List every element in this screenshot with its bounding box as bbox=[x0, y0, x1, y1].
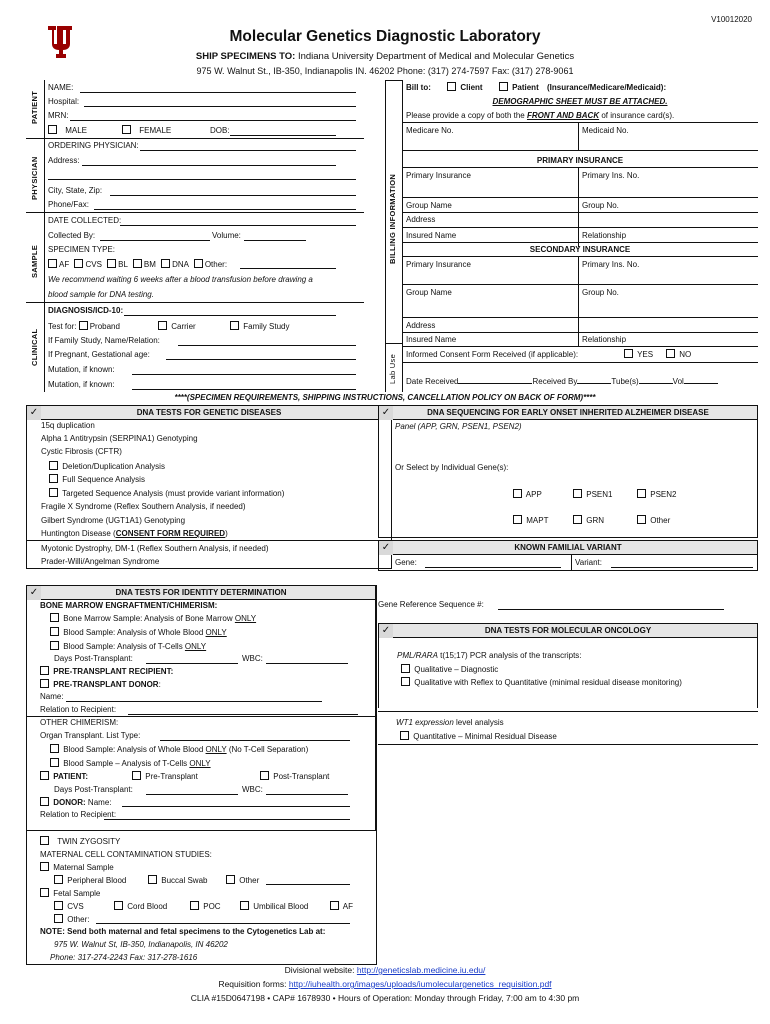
mutation-label: Mutation, if known: bbox=[48, 365, 115, 374]
family-study-label: If Family Study, Name/Relation: bbox=[48, 336, 160, 345]
secondary-ins-no-label: Primary Ins. No. bbox=[582, 260, 640, 269]
medicare-label: Medicare No. bbox=[406, 126, 454, 135]
alz-or-select: Or Select by Individual Gene(s): bbox=[395, 463, 509, 472]
donor-name-label: Name: bbox=[40, 692, 64, 701]
demographic-notice: DEMOGRAPHIC SHEET MUST BE ATTACHED. bbox=[492, 97, 668, 106]
other-specimen-checkbox[interactable] bbox=[194, 259, 203, 268]
test-15q[interactable]: 15q duplication bbox=[41, 421, 95, 430]
physician-address-field-2[interactable] bbox=[48, 179, 356, 180]
male-checkbox[interactable] bbox=[48, 125, 57, 134]
section-billing: BILLING INFORMATION bbox=[388, 173, 397, 264]
alzheimer-header: DNA SEQUENCING FOR EARLY ONSET INHERITED ALZHEIMER DISEASE bbox=[379, 406, 757, 420]
wbc-2-field[interactable] bbox=[266, 794, 348, 795]
insurance-copy-note: Please provide a copy of both the FRONT AND BACK of insurance card(s). bbox=[406, 111, 675, 120]
fetal-other-field[interactable] bbox=[96, 923, 350, 924]
gene-label: Gene: bbox=[395, 558, 417, 567]
gestational-age-field[interactable] bbox=[166, 359, 356, 360]
carrier-checkbox[interactable] bbox=[158, 321, 167, 330]
fetal-other-checkbox[interactable] bbox=[54, 914, 63, 923]
mrn-field[interactable] bbox=[70, 120, 356, 121]
diagnosis-label: DIAGNOSIS/ICD-10: bbox=[48, 306, 124, 315]
hospital-field[interactable] bbox=[84, 106, 356, 107]
umbilical-blood-checkbox[interactable] bbox=[240, 901, 249, 910]
consent-no-checkbox[interactable] bbox=[666, 349, 675, 358]
cf-deldup-checkbox[interactable] bbox=[49, 461, 58, 470]
bm-whole-blood-checkbox[interactable] bbox=[50, 627, 59, 636]
collected-by-label: Collected By: bbox=[48, 231, 96, 240]
divisional-website: Divisional website: http://geneticslab.medicine.iu.edu/ bbox=[284, 965, 486, 975]
requirements-banner: ****(SPECIMEN REQUIREMENTS, SHIPPING INSTRUCTIONS, CANCELLATION POLICY ON BACK OF FORM)**** bbox=[174, 393, 596, 402]
gene-reference-label: Gene Reference Sequence #: bbox=[378, 600, 484, 609]
divisional-link[interactable]: http://geneticslab.medicine.iu.edu/ bbox=[356, 965, 486, 975]
alz-panel[interactable]: Panel (APP, GRN, PSEN1, PSEN2) bbox=[395, 422, 522, 431]
cf-targeted-checkbox[interactable] bbox=[49, 488, 58, 497]
test-prader-willi[interactable]: Prader-Willi/Angelman Syndrome bbox=[41, 557, 160, 566]
test-huntington: Huntington Disease (CONSENT FORM REQUIRED) bbox=[41, 529, 228, 538]
transfusion-note: We recommend waiting 6 weeks after a blood transfusion before drawing a bbox=[48, 275, 313, 284]
bm-engraftment-label: BONE MARROW ENGRAFTMENT/CHIMERISM: bbox=[40, 601, 218, 610]
group-no-label: Group No. bbox=[582, 201, 619, 210]
fetal-af-checkbox[interactable] bbox=[330, 901, 339, 910]
primary-insurance-label: Primary Insurance bbox=[406, 171, 471, 180]
buccal-swab-checkbox[interactable] bbox=[148, 875, 157, 884]
alzheimer-check-icon: ✓ bbox=[379, 406, 393, 420]
genetic-section-check-icon: ✓ bbox=[27, 406, 41, 420]
requisition-forms: Requisition forms: http://iuhealth.org/images/uploads/iumoleculargenetics_requisition.pdf bbox=[218, 979, 552, 989]
oc-donor-checkbox[interactable] bbox=[40, 797, 49, 806]
vol-label: Vol bbox=[672, 377, 684, 386]
identity-check-icon: ✓ bbox=[27, 586, 41, 600]
date-received-field[interactable] bbox=[458, 376, 532, 384]
phone-field[interactable] bbox=[94, 209, 356, 210]
cf-full-checkbox[interactable] bbox=[49, 474, 58, 483]
maternal-sample-checkbox[interactable] bbox=[40, 862, 49, 871]
received-by-field[interactable] bbox=[577, 376, 611, 384]
familial-variant-header: KNOWN FAMILIAL VARIANT bbox=[379, 541, 757, 555]
gene-grn-checkbox[interactable] bbox=[573, 515, 582, 524]
ship-to: SHIP SPECIMENS TO: Indiana University Department of Medical and Molecular Genetics bbox=[195, 51, 575, 62]
volume-label: Volume: bbox=[212, 231, 241, 240]
dob-field[interactable] bbox=[230, 135, 336, 136]
familial-check-icon: ✓ bbox=[379, 541, 393, 555]
gene-psen1-checkbox[interactable] bbox=[573, 489, 582, 498]
oc-posttransplant-checkbox[interactable] bbox=[260, 771, 269, 780]
bill-patient-checkbox[interactable] bbox=[499, 82, 508, 91]
bill-client-checkbox[interactable] bbox=[447, 82, 456, 91]
gene-field[interactable] bbox=[425, 567, 561, 568]
cord-blood-checkbox[interactable] bbox=[114, 901, 123, 910]
city-field[interactable] bbox=[110, 195, 356, 196]
date-collected-label: DATE COLLECTED: bbox=[48, 216, 122, 225]
maternal-other-checkbox[interactable] bbox=[226, 875, 235, 884]
variant-field[interactable] bbox=[611, 567, 753, 568]
genetic-diseases-header: DNA TESTS FOR GENETIC DISEASES bbox=[27, 406, 391, 420]
secondary-insurance-header: SECONDARY INSURANCE bbox=[529, 245, 631, 254]
mutation-field-2[interactable] bbox=[132, 389, 356, 390]
pml-reflex-checkbox[interactable] bbox=[401, 677, 410, 686]
consent-yes-checkbox[interactable] bbox=[624, 349, 633, 358]
family-study-field[interactable] bbox=[178, 345, 356, 346]
other-chimerism-label: OTHER CHIMERISM: bbox=[40, 718, 119, 727]
oncology-header: DNA TESTS FOR MOLECULAR ONCOLOGY bbox=[379, 624, 757, 638]
physician-address-label: Address: bbox=[48, 156, 80, 165]
primary-ins-no-label: Primary Ins. No. bbox=[582, 171, 640, 180]
pml-qualitative-checkbox[interactable] bbox=[401, 664, 410, 673]
oc-tcells-checkbox[interactable] bbox=[50, 758, 59, 767]
test-gilbert[interactable]: Gilbert Syndrome (UGT1A1) Genotyping bbox=[41, 516, 186, 525]
wt1-quantitative-checkbox[interactable] bbox=[400, 731, 409, 740]
poc-checkbox[interactable] bbox=[190, 901, 199, 910]
medicaid-label: Medicaid No. bbox=[582, 126, 629, 135]
gene-app-checkbox[interactable] bbox=[513, 489, 522, 498]
oc-whole-blood-checkbox[interactable] bbox=[50, 744, 59, 753]
section-sample: SAMPLE bbox=[30, 244, 39, 278]
mutation-field[interactable] bbox=[132, 374, 356, 375]
mcc-label: MATERNAL CELL CONTAMINATION STUDIES: bbox=[40, 850, 212, 859]
wbc-field[interactable] bbox=[266, 663, 348, 664]
page-title: Molecular Genetics Diagnostic Laboratory bbox=[229, 28, 541, 45]
dob-label: DOB: bbox=[210, 126, 230, 135]
days-post-2-field[interactable] bbox=[146, 794, 238, 795]
patient-name-label: NAME: bbox=[48, 83, 74, 92]
oncology-check-icon: ✓ bbox=[379, 624, 393, 638]
ordering-physician-field[interactable] bbox=[140, 150, 356, 151]
organ-transplant-label: Organ Transplant. List Type: bbox=[40, 731, 141, 740]
address-label: Address bbox=[406, 215, 436, 224]
test-cf[interactable]: Cystic Fibrosis (CFTR) bbox=[41, 447, 122, 456]
identity-header: DNA TESTS FOR IDENTITY DETERMINATION bbox=[27, 586, 375, 600]
organ-type-field[interactable] bbox=[160, 740, 350, 741]
ordering-physician-label: ORDERING PHYSICIAN: bbox=[48, 141, 139, 150]
proband-checkbox[interactable] bbox=[79, 321, 88, 330]
bl-checkbox[interactable] bbox=[107, 259, 116, 268]
patient-name-field[interactable] bbox=[80, 92, 356, 93]
days-post-label: Days Post-Transplant: bbox=[54, 654, 133, 663]
variant-label: Variant: bbox=[575, 558, 602, 567]
test-fragile-x[interactable]: Fragile X Syndrome (Reflex Southern Analysis, if needed) bbox=[41, 502, 246, 511]
mrn-label: MRN: bbox=[48, 111, 69, 120]
group-name-2-label: Group Name bbox=[406, 288, 452, 297]
cytogenetics-phone: Phone: 317-274-2243 Fax: 317-278-1616 bbox=[50, 953, 198, 962]
days-post-field[interactable] bbox=[146, 663, 238, 664]
dna-checkbox[interactable] bbox=[161, 259, 170, 268]
date-collected-field[interactable] bbox=[120, 225, 356, 226]
wbc-2-label: WBC: bbox=[242, 785, 263, 794]
secondary-insurance-label: Primary Insurance bbox=[406, 260, 471, 269]
requisition-link[interactable]: http://iuhealth.org/images/uploads/iumoleculargenetics_requisition.pdf bbox=[288, 979, 552, 989]
tubes-field[interactable] bbox=[639, 376, 673, 384]
section-patient: PATIENT bbox=[30, 90, 39, 124]
bm-tcells-checkbox[interactable] bbox=[50, 641, 59, 650]
group-name-label: Group Name bbox=[406, 201, 452, 210]
fetal-sample-checkbox[interactable] bbox=[40, 888, 49, 897]
pregnant-label: If Pregnant, Gestational age: bbox=[48, 350, 150, 359]
test-alpha1[interactable]: Alpha 1 Antitrypsin (SERPINA1) Genotyping bbox=[41, 434, 198, 443]
bm-bone-marrow-checkbox[interactable] bbox=[50, 613, 59, 622]
gene-psen2-checkbox[interactable] bbox=[637, 489, 646, 498]
oc-pretransplant-checkbox[interactable] bbox=[132, 771, 141, 780]
volume-field[interactable] bbox=[244, 240, 306, 241]
pre-recipient-checkbox[interactable] bbox=[40, 666, 49, 675]
consent-label: Informed Consent Form Received (if applicable): bbox=[406, 350, 579, 359]
gene-reference-field[interactable] bbox=[498, 609, 724, 610]
cvs-checkbox[interactable] bbox=[74, 259, 83, 268]
af-checkbox[interactable] bbox=[48, 259, 57, 268]
insured-name-2-label: Insured Name bbox=[406, 335, 457, 344]
relationship-label: Relationship bbox=[582, 231, 627, 240]
clia-hours: CLIA #15D0647198 • CAP# 1678930 • Hours of Operation: Monday through Friday, 7:00 am to 4:30 pm bbox=[190, 993, 580, 1003]
family-study-checkbox[interactable] bbox=[230, 321, 239, 330]
days-post-2-label: Days Post-Transplant: bbox=[54, 785, 133, 794]
physician-address-field[interactable] bbox=[82, 165, 336, 166]
insured-name-label: Insured Name bbox=[406, 231, 457, 240]
phone-label: Phone/Fax: bbox=[48, 200, 89, 209]
gene-other-checkbox[interactable] bbox=[637, 515, 646, 524]
fetal-cvs-checkbox[interactable] bbox=[54, 901, 63, 910]
relation-2-field[interactable] bbox=[104, 819, 350, 820]
female-checkbox[interactable] bbox=[122, 125, 131, 134]
section-clinical: CLINICAL bbox=[30, 328, 39, 366]
bm-checkbox[interactable] bbox=[133, 259, 142, 268]
gene-mapt-checkbox[interactable] bbox=[513, 515, 522, 524]
hospital-label: Hospital: bbox=[48, 97, 80, 106]
received-by-label: Received By bbox=[532, 377, 578, 386]
peripheral-blood-checkbox[interactable] bbox=[54, 875, 63, 884]
diagnosis-field[interactable] bbox=[124, 315, 336, 316]
pre-donor-checkbox[interactable] bbox=[40, 679, 49, 688]
group-no-2-label: Group No. bbox=[582, 288, 619, 297]
form-id: V10012020 bbox=[711, 15, 752, 24]
collected-by-field[interactable] bbox=[100, 240, 210, 241]
relation-field[interactable] bbox=[128, 714, 358, 715]
oc-patient-checkbox[interactable] bbox=[40, 771, 49, 780]
specimen-type-label: SPECIMEN TYPE: bbox=[48, 245, 115, 254]
bill-to-label: Bill to: bbox=[406, 83, 431, 92]
city-label: City, State, Zip: bbox=[48, 186, 103, 195]
test-myotonic[interactable]: Myotonic Dystrophy, DM-1 (Reflex Southern Analysis, if needed) bbox=[41, 544, 269, 553]
maternal-other-field[interactable] bbox=[266, 884, 350, 885]
date-received-label: Date Received bbox=[406, 377, 459, 386]
donor-name-field[interactable] bbox=[66, 701, 322, 702]
relation-2-label: Relation to Recipient: bbox=[40, 810, 117, 819]
section-physician: PHYSICIAN bbox=[30, 156, 39, 200]
cytogenetics-note: NOTE: Send both maternal and fetal specimens to the Cytogenetics Lab at: bbox=[40, 927, 326, 936]
other-specimen-field[interactable] bbox=[240, 268, 336, 269]
lab-address: 975 W. Walnut St., IB-350, Indianapolis IN. 46202 Phone: (317) 274-7597 Fax: (317) 278-9061 bbox=[196, 66, 574, 76]
relationship-2-label: Relationship bbox=[582, 335, 627, 344]
wbc-label: WBC: bbox=[242, 654, 263, 663]
mutation-label-2: Mutation, if known: bbox=[48, 380, 115, 389]
transfusion-note-2: blood sample for DNA testing. bbox=[48, 290, 154, 299]
vol-field[interactable] bbox=[684, 376, 718, 384]
address-2-label: Address bbox=[406, 321, 436, 330]
primary-insurance-header: PRIMARY INSURANCE bbox=[536, 156, 624, 165]
twin-zygosity-checkbox[interactable] bbox=[40, 836, 49, 845]
relation-label: Relation to Recipient: bbox=[40, 705, 117, 714]
section-lab-use: Lab Use bbox=[388, 353, 397, 384]
tubes-label: Tube(s) bbox=[611, 377, 639, 386]
cytogenetics-address: 975 W. Walnut St, IB-350, Indianapolis, IN 46202 bbox=[54, 940, 228, 949]
oc-donor-name-field[interactable] bbox=[122, 806, 350, 807]
